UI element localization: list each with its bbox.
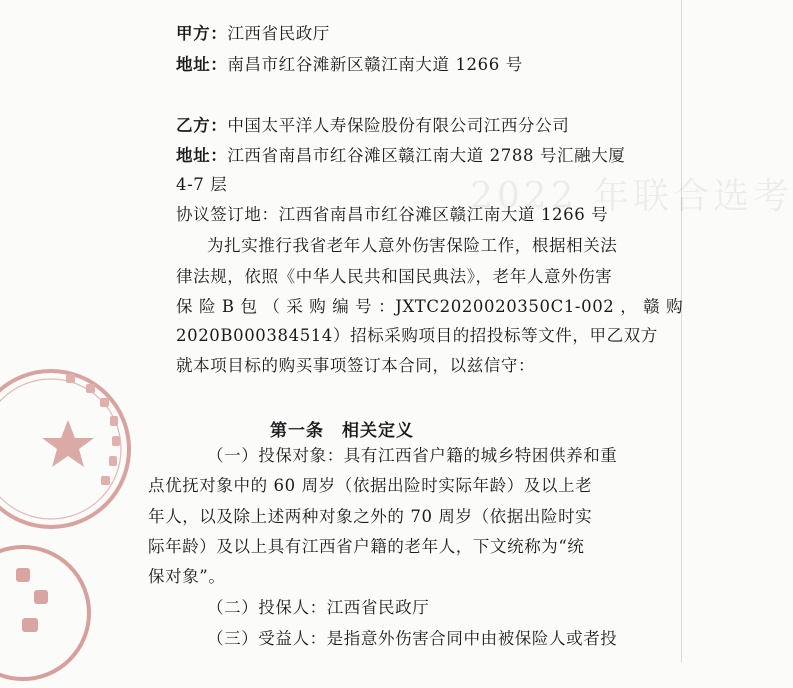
party-a-address: 南昌市红谷滩新区赣江南大道 1266 号 <box>227 55 523 74</box>
party-a-address-line <box>176 55 523 75</box>
party-b-address-1: 江西省南昌市红谷滩区赣江南大道 2788 号汇融大厦 <box>227 146 626 165</box>
party-b-name: 中国太平洋人寿保险股份有限公司江西分公司 <box>227 116 570 135</box>
party-b-address-line <box>176 146 625 166</box>
preamble-line-2: 律法规，依照《中华人民共和国民典法》，老年人意外伤害 <box>176 267 613 286</box>
party-a-address-label: 地址： <box>176 55 228 74</box>
official-seal-2 <box>0 538 98 688</box>
seal-ring <box>0 371 129 527</box>
party-b-address-2: 4-7 层 <box>176 175 228 194</box>
official-seal <box>0 360 140 538</box>
party-a-line <box>176 24 330 44</box>
party-b-address-label: 地址： <box>176 146 228 165</box>
seal-inner-ring <box>0 379 121 519</box>
party-b-line <box>176 116 569 136</box>
seal-2-ring <box>0 547 89 679</box>
preamble-line-1: 为扎实推行我省老年人意外伤害保险工作，根据相关法 <box>207 236 618 255</box>
article-1-item-1-line-2: 点优抚对象中的 60 周岁（依据出险时实际年龄）及以上老 <box>148 476 593 495</box>
bleed-through-text: 2022 年联合选考 <box>470 176 793 217</box>
preamble-line-5: 就本项目标的购买事项签订本合同，以兹信守： <box>176 356 536 375</box>
party-b-label: 乙方： <box>176 116 228 135</box>
article-1-item-3: （三）受益人：是指意外伤害合同中由被保险人或者投 <box>207 629 618 648</box>
party-a-name: 江西省民政厅 <box>227 24 330 43</box>
party-a-label: 甲方： <box>176 24 228 43</box>
page-edge-line <box>681 0 682 662</box>
seal-2-characters <box>16 568 48 632</box>
article-1-item-1-line-1: （一）投保对象：具有江西省户籍的城乡特困供养和重 <box>207 446 618 465</box>
preamble-line-4: 2020B000384514）招标采购项目的招投标等文件，甲乙双方 <box>176 326 658 345</box>
article-1-item-1-line-5: 保对象”。 <box>148 567 226 586</box>
article-1-item-1-line-3: 年人，以及除上述两种对象之外的 70 周岁（依据出险时实 <box>148 507 593 526</box>
signing-place: 协议签订地：江西省南昌市红谷滩区赣江南大道 1266 号 <box>176 205 609 224</box>
article-1-item-1-line-4: 际年龄）及以上具有江西省户籍的老年人，下文统称为“统 <box>148 537 585 556</box>
preamble-line-3: 保 险 B 包 （ 采 购 编 号 ：JXTC2020020350C1-002 ， 赣 购 <box>176 297 684 316</box>
article-1-item-2: （二）投保人：江西省民政厅 <box>207 598 430 617</box>
article-1-heading: 第一条 相关定义 <box>270 421 414 441</box>
